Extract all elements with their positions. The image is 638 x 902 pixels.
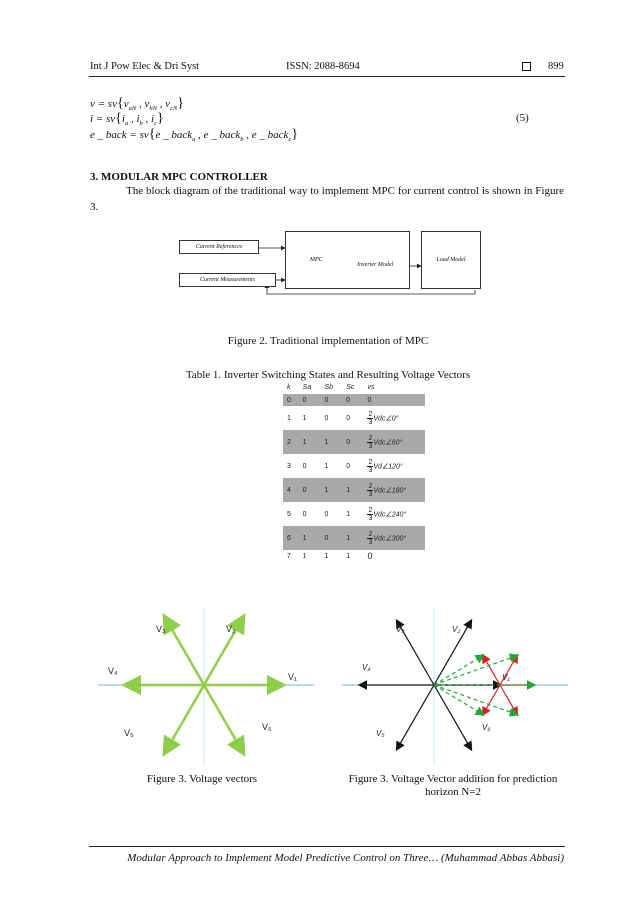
cell-vs [363, 430, 425, 454]
cell-sa: 1 [302, 552, 307, 560]
equation-i: $i = sv\{i_a$ , $i_b$ , $i_c$} [90, 111, 164, 128]
table-1-caption: Table 1. Inverter Switching States and Resulting Voltage Vectors [185, 369, 471, 381]
mpc-block-diagram [175, 228, 485, 296]
label-v6: V₆ [482, 723, 491, 732]
mpc-block [285, 231, 410, 289]
header-vs: vs [367, 384, 375, 391]
cell-sb: 0 [324, 414, 329, 422]
vector-addition-figure [342, 608, 568, 764]
figure-3b-caption-line1: Figure 3. Voltage Vector addition for prediction [348, 773, 558, 785]
journal-name: Int J Pow Elec & Dri Syst [90, 61, 200, 72]
cell-sc: 0 [346, 462, 351, 470]
cell-k: 4 [283, 478, 299, 502]
header-k: k [287, 384, 291, 391]
cell-k: 1 [287, 414, 291, 422]
cell-k: 3 [287, 462, 291, 470]
label-v4: V₄ [108, 666, 118, 676]
cell-sc: 1 [342, 526, 363, 550]
header-sc: Sc [346, 384, 355, 391]
cell-vs [363, 454, 425, 478]
cell-sc: 1 [346, 552, 351, 560]
figure-2-caption: Figure 2. Traditional implementation of MPC [227, 335, 429, 347]
cell-sb: 0 [320, 526, 342, 550]
page-number: 899 [548, 61, 564, 72]
cell-sa: 1 [299, 430, 321, 454]
current-references-block: Current References [179, 240, 259, 254]
footer-rule [89, 846, 565, 847]
vector-value: Vd∠120° [373, 462, 403, 470]
equation-number: (5) [516, 112, 529, 124]
vector-value: 0 [367, 551, 373, 561]
table-row [283, 478, 425, 502]
load-model-block: Load Model [421, 231, 481, 289]
cell-sc: 0 [346, 414, 351, 422]
cell-sb: 0 [320, 394, 342, 406]
equation-v: $v = sv\{v_{aN}$ , $v_{bN}$ , $v_{cN}$} [90, 96, 185, 113]
cell-vs [363, 394, 425, 406]
cell-sc: 1 [342, 478, 363, 502]
label-v4: V₄ [362, 663, 371, 672]
table-row [283, 430, 425, 454]
cell-vs [363, 550, 425, 562]
vector-v6 [204, 685, 243, 753]
running-footer: Modular Approach to Implement Model Predictive Control on Three… (Muhammad Abbas Abbasi) [127, 852, 564, 864]
cell-vs [363, 478, 425, 502]
table-row [283, 502, 425, 526]
vector-v3 [165, 617, 204, 685]
cell-vs [363, 526, 425, 550]
section-paragraph: The block diagram of the traditional way to implement MPC for current control is shown in Figure 3. [90, 185, 564, 213]
current-measurements-block: Current Measurements [179, 273, 276, 287]
label-v5: V₅ [124, 728, 134, 738]
fraction-two-thirds: $\frac{2}{3}$ [368, 458, 373, 474]
switching-states-table [283, 381, 425, 562]
cell-sc: 0 [342, 394, 363, 406]
table-row [283, 394, 425, 406]
header-sa: Sa [302, 384, 312, 391]
red-vector-300 [500, 685, 517, 714]
cell-k: 6 [283, 526, 299, 550]
cell-sb: 1 [324, 552, 329, 560]
table-row [283, 406, 425, 430]
table-row [283, 550, 425, 562]
vector-value: Vdc∠0° [373, 414, 399, 422]
figure-3a-caption: Figure 3. Voltage vectors [146, 773, 258, 785]
cell-sb: 1 [320, 430, 342, 454]
cell-sa: 0 [299, 394, 321, 406]
cell-sa: 0 [299, 478, 321, 502]
cell-sa: 1 [299, 526, 321, 550]
cell-sa: 0 [302, 510, 307, 518]
fraction-two-thirds: $\frac{2}{3}$ [368, 410, 373, 426]
table-row [283, 526, 425, 550]
cell-sb: 0 [324, 510, 329, 518]
fraction-two-thirds: $\frac{2}{3}$ [368, 434, 373, 450]
vector-v5 [165, 685, 204, 753]
label-v5: V₅ [376, 729, 385, 738]
equation-e-back: e _ back = sv{e _ back$_a$ , e _ back$_b$ , e _ back$_c$} [90, 127, 299, 144]
fraction-two-thirds: $\frac{2}{3}$ [368, 482, 373, 498]
resultant-vector-3 [434, 685, 517, 714]
label-v1: V₁ [502, 673, 510, 682]
cell-k: 5 [287, 510, 291, 518]
voltage-vectors-figure [98, 608, 314, 764]
vector-value: Vdc∠240° [373, 510, 407, 518]
label-v2: V₂ [452, 625, 461, 634]
cell-sb: 1 [320, 478, 342, 502]
cell-sa: 1 [302, 414, 307, 422]
cell-vs [363, 406, 425, 430]
mpc-label: MPC [310, 257, 323, 263]
red-vector-120 [483, 656, 500, 685]
label-v3: V₃ [156, 624, 166, 634]
fraction-two-thirds: $\frac{2}{3}$ [368, 530, 373, 546]
cell-vs [363, 502, 425, 526]
cell-sc: 1 [346, 510, 351, 518]
issn: ISSN: 2088-8694 [286, 61, 360, 72]
table-header-row [283, 381, 425, 394]
cell-sc: 0 [342, 430, 363, 454]
vector-value: Vdc∠180° [373, 486, 407, 494]
cell-sa: 0 [302, 462, 307, 470]
cell-sb: 1 [324, 462, 329, 470]
table-row [283, 454, 425, 478]
vector-value: 0 [367, 396, 372, 404]
vector-value: Vdc∠60° [373, 438, 403, 446]
label-v2: V₂ [226, 624, 236, 634]
red-vector-240 [483, 685, 500, 714]
figure-3b-caption-line2: horizon N=2 [425, 786, 481, 798]
vector-value: Vdc∠300° [373, 534, 407, 542]
inverter-model-label: Inverter Model [357, 262, 394, 268]
fraction-two-thirds: $\frac{2}{3}$ [368, 506, 373, 522]
cell-k: 7 [287, 552, 291, 560]
label-v6: V₆ [262, 722, 272, 732]
vector-v6 [434, 685, 471, 749]
cell-k: 0 [283, 394, 299, 406]
vector-v2 [204, 617, 243, 685]
header-sb: Sb [324, 384, 333, 391]
label-v1: V₁ [288, 672, 298, 682]
square-box-icon [522, 62, 531, 71]
vector-v5 [397, 685, 434, 749]
label-v3: V₃ [396, 625, 405, 634]
section-heading: 3. MODULAR MPC CONTROLLER [90, 171, 268, 183]
cell-k: 2 [283, 430, 299, 454]
header-rule [89, 76, 565, 77]
